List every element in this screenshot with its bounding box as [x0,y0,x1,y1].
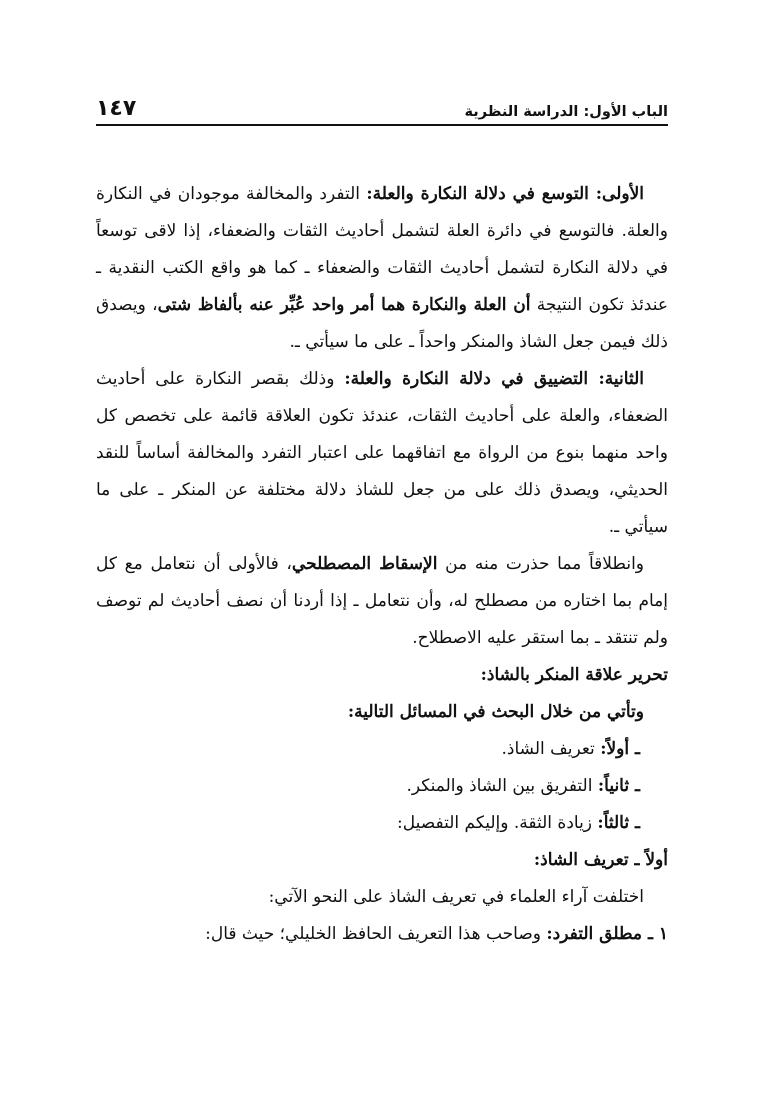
paragraph-lead: الثانية: التضييق في دلالة النكارة والعلة: [344,369,644,389]
page-body [96,176,668,953]
list-intro: وتأتي من خلال البحث في المسائل التالية: [347,702,644,722]
paragraph-text: وذلك بقصر النكارة على أحاديث الضعفاء، والعلة على أحاديث الثقات، عندئذ تكون العلاقة قائمة على تخصص كل واحد منهما بنوع من الرواة مع اتفاقهما على اعتبار التفرد والمخالفة أساساً للنقد الحديثي، ويصدق ذلك على من جعل للشاذ دلالة مختلفة عن المنكر ـ على ما سيأتي ـ. [96,369,668,537]
paragraph-lead: ١ ـ مطلق التفرد: [546,924,668,944]
page-number: ١٤٧ [96,96,137,121]
list-item-text: التفريق بين الشاذ والمنكر. [406,776,598,796]
paragraph-text: ، فالأولى أن نتعامل مع كل إمام بما اختاره من مصطلح له، وأن نتعامل ـ إذا أردنا أن نصف أحاديث لم توصف ولم تنتقد ـ بما استقر عليه الاصطلاح. [96,554,668,648]
list-item-text: تعريف الشاذ. [501,739,601,759]
list-item-text: زيادة الثقة. وإليكم التفصيل: [397,813,598,833]
list-item-label: ـ ثالثاً: [597,813,640,833]
paragraph-first-point [96,176,668,361]
list-item [96,731,668,768]
paragraph-lead: الأولى: التوسع في دلالة النكارة والعلة: [366,184,645,204]
paragraph-text: ، ويصدق ذلك فيمن جعل الشاذ والمنكر واحداً ـ على ما سيأتي ـ. [96,295,668,352]
paragraph-emphasis: أن العلة والنكارة هما أمر واحد عُبِّر عنه بألفاظ شتى [157,295,531,315]
list-item [96,805,668,842]
running-head: الباب الأول: الدراسة النظرية [464,104,668,120]
paragraph-text: وصاحب هذا التعريف الحافظ الخليلي؛ حيث قال: [205,924,547,944]
section-heading: تحرير علاقة المنكر بالشاذ: [480,665,668,685]
paragraph-text: وانطلاقاً مما حذرت منه من [437,554,645,574]
paragraph-emphasis: الإسقاط المصطلحي [291,554,438,574]
page-header [96,96,668,120]
paragraph-intro: اختلفت آراء العلماء في تعريف الشاذ على النحو الآتي: [268,887,644,907]
list-item-label: ـ أولاً: [600,739,640,759]
paragraph-text: التفرد والمخالفة موجودان في النكارة والعلة. فالتوسع في دائرة العلة لتشمل أحاديث الثقات والضعفاء، إذا لاقى توسعاً في دلالة النكارة لتشمل أحاديث الثقات والضعفاء ـ كما هو واقع الكتب النقدية ـ عندئذ تكون النتيجة [96,184,668,315]
list-item [96,768,668,805]
paragraph-definition [96,916,668,953]
subheading: أولاً ـ تعريف الشاذ: [533,850,668,870]
paragraph-second-point [96,361,668,546]
paragraph-conclusion [96,546,668,657]
list-item-label: ـ ثانياً: [597,776,640,796]
header-rule [96,124,668,126]
